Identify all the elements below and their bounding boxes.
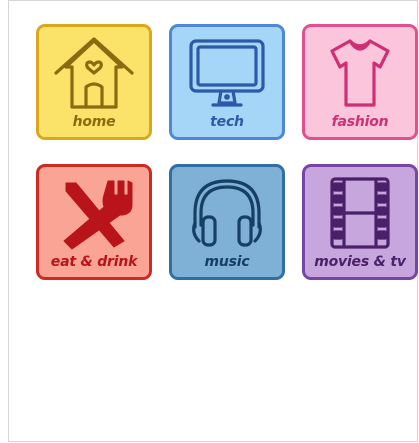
house-icon bbox=[52, 35, 136, 111]
category-tile-movies-tv[interactable] bbox=[302, 164, 418, 280]
fork-knife-icon bbox=[52, 175, 136, 251]
monitor-icon bbox=[185, 35, 269, 111]
category-label: fashion bbox=[331, 114, 389, 130]
category-tile-tech[interactable] bbox=[169, 24, 285, 140]
category-label: tech bbox=[210, 114, 244, 130]
content-panel bbox=[8, 0, 418, 442]
headphones-icon bbox=[185, 175, 269, 251]
category-label: music bbox=[204, 254, 250, 270]
category-grid bbox=[36, 24, 418, 280]
category-label: eat & drink bbox=[50, 254, 138, 270]
category-label: movies & tv bbox=[314, 254, 406, 270]
category-tile-home[interactable] bbox=[36, 24, 152, 140]
category-tile-eat-drink[interactable] bbox=[36, 164, 152, 280]
category-tile-music[interactable] bbox=[169, 164, 285, 280]
category-tile-fashion[interactable] bbox=[302, 24, 418, 140]
film-icon bbox=[318, 175, 402, 251]
category-label: home bbox=[72, 114, 116, 130]
shirt-icon bbox=[318, 35, 402, 111]
